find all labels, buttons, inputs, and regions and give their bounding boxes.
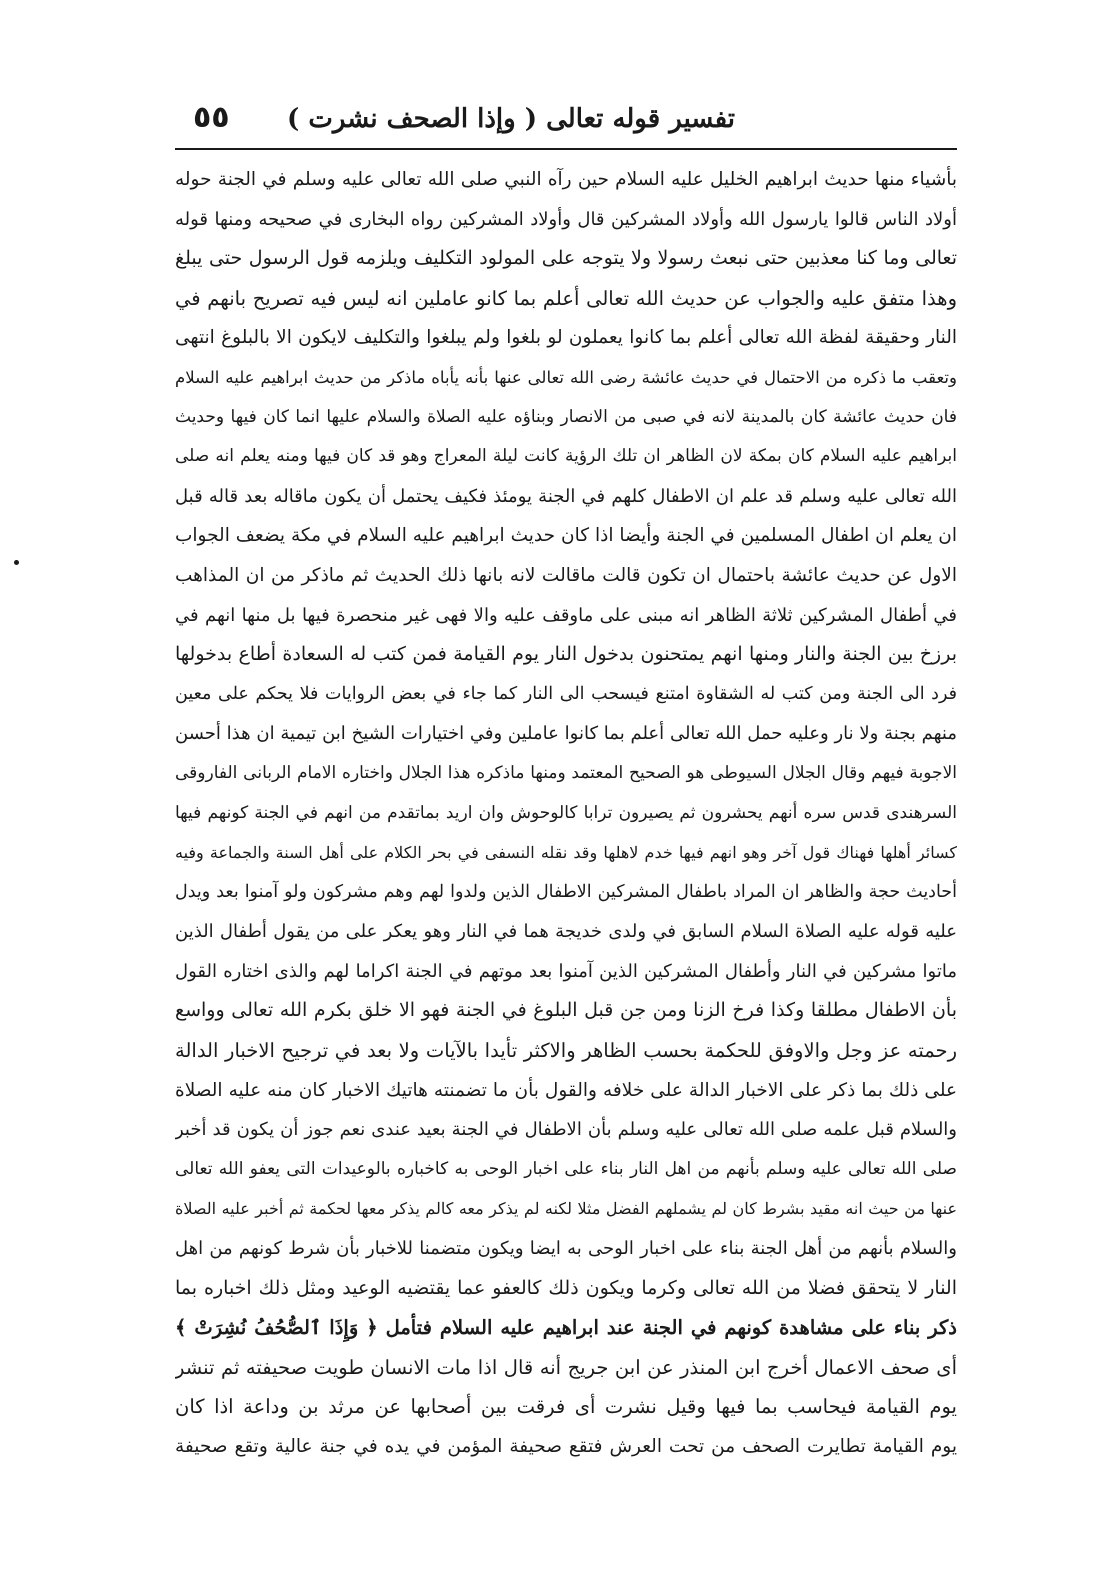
text-line: النار وحقيقة لفظة الله تعالى أعلم بما كانوا يعملون لو بلغوا ولم يبلغوا والتكليف لايكون الا بالبلوغ انتهى — [175, 327, 957, 349]
text-line: رحمته عز وجل والاوفق للحكمة بحسب الظاهر والاكثر تأيدا بالآيات ولا بعد في ترجيح الاخبار الدالة — [175, 1039, 957, 1063]
text-line: تعالى وما كنا معذبين حتى نبعث رسولا ولا يتوجه على المولود التكليف ويلزمه قول الرسول حتى يبلغ — [175, 247, 957, 270]
running-title: تفسير قوله تعالى ( وإذا الصحف نشرت ) — [287, 104, 735, 134]
text-line: بأن الاطفال مطلقا وكذا فرخ الزنا ومن جن قبل البلوغ في الجنة فهو الا خلق بكرم الله تعالى وواسع — [175, 999, 957, 1022]
page-number: ٥٥ — [193, 100, 230, 135]
text-line: وتعقب ما ذكره من الاحتمال في حديث عائشة رضى الله تعالى عنها بأنه يأباه ماذكر من حديث ابراهيم عليه السلام — [175, 367, 957, 387]
body-text — [175, 160, 957, 1467]
text-line: عنها من حيث انه مقيد بشرط كان لم يشملهم الفضل مثلا لكنه لم يذكر معه كالم يذكر معها لحكمة ثم أخبر عليه الصلاة — [175, 1199, 957, 1219]
header-rule — [175, 148, 957, 150]
text-line-verse: ذكر بناء على مشاهدة كونهم في الجنة عند ابراهيم عليه السلام فتأمل ﴿ وَإِذَا ٱلصُّحُفُ نُشِرَتْ ﴾ — [175, 1316, 957, 1340]
text-line: الاجوبة فيهم وقال الجلال السيوطى هو الصحيح المعتمد ومنها ماذكره هذا الجلال واختاره الامام الربانى الفاروقى — [175, 762, 957, 783]
text-line: فان حديث عائشة كان بالمدينة لانه في صبى من الانصار وبناؤه عليه الصلاة والسلام عليها انما كان فيها وحديث — [175, 406, 957, 427]
text-line: والسلام قبل علمه صلى الله تعالى عليه وسلم بأن الاطفال في الجنة بعيد عندى نعم جوز أن يكون قد أخبر — [175, 1119, 957, 1141]
text-line: على ذلك بما ذكر على الاخبار الدالة على خلافه والقول بأن ما تضمنته هاتيك الاخبار كان منه عليه الصلاة — [175, 1079, 957, 1101]
text-line: أولاد الناس قالوا يارسول الله وأولاد المشركين قال وأولاد المشركين رواه البخارى في صحيحه ومنها قوله — [175, 208, 957, 230]
text-line: السرهندى قدس سره أنهم يحشرون ثم يصيرون ترابا كالوحوش وان اريد بماتقدم من انهم في الجنة كونهم فيها — [175, 802, 957, 823]
text-line: ان يعلم ان اطفال المسلمين في الجنة وأيضا اذا كان حديث ابراهيم عليه السلام في مكة يضعف الجواب — [175, 525, 957, 547]
text-line: والسلام بأنهم من أهل الجنة بناء على اخبار الوحى به ايضا ويكون متضمنا للاخبار بأن شرط كونهم من اهل — [175, 1238, 957, 1260]
text-line: أى صحف الاعمال أخرج ابن المنذر عن ابن جريج أنه قال اذا مات الانسان طويت صحيفته ثم تنشر — [175, 1355, 957, 1379]
text-line: في أطفال المشركين ثلاثة الظاهر انه مبنى على ماوقف عليه والا فهى غير منحصرة فيها بل منها انهم في — [175, 604, 957, 626]
text-line: ابراهيم عليه السلام كان بمكة لان الظاهر ان تلك الرؤية كانت ليلة المعراج وهو قد كان فيها ومنه يعلم انه صلى — [175, 446, 957, 467]
text-line: وهذا متفق عليه والجواب عن حديث الله تعالى أعلم بما كانو عاملين انه ليس فيه تصريح بانهم في — [175, 286, 957, 310]
text-line: فرد الى الجنة ومن كتب له الشقاوة امتنع فيسحب الى النار كما جاء في بعض الروايات فلا يحكم على معين — [175, 683, 957, 704]
text-line: برزخ بين الجنة والنار ومنها انهم يمتحنون بدخول النار يوم القيامة فمن كتب له السعادة أطاع بدخولها — [175, 643, 957, 666]
text-line: النار لا يتحقق فضلا من الله تعالى وكرما ويكون ذلك كالعفو عما يقتضيه الوعيد ومثل ذلك اخباره بما — [175, 1276, 957, 1299]
text-line: يوم القيامة فيحاسب بما فيها وقيل نشرت أى فرقت بين أصحابها عن مرثد بن وداعة اذا كان — [175, 1395, 957, 1419]
text-line: بأشياء منها حديث ابراهيم الخليل عليه السلام حين رآه النبي صلى الله تعالى عليه وسلم في الجنة حوله — [175, 169, 957, 190]
text-line: صلى الله تعالى عليه وسلم بأنهم من اهل النار بناء على اخبار الوحى به كاخباره بالوعيدات التى يعفو الله تعالى — [175, 1158, 957, 1179]
page-header — [175, 96, 957, 144]
text-line: ماتوا مشركين في النار وأطفال المشركين الذين آمنوا بعد موتهم في الجنة اكراما لهم والذى اختاره القول — [175, 960, 957, 982]
text-line: الاول عن حديث عائشة باحتمال ان تكون قالت ماقالت لانه بانها ذلك الحديث ثم ماذكر من ان المذاهب — [175, 564, 957, 586]
text-line: أحاديث حجة والظاهر ان المراد باطفال المشركين الاطفال الذين ولدوا لهم وهم مشركون ولو آمنوا بعد ويدل — [175, 881, 957, 902]
text-line: عليه قوله عليه الصلاة السلام السابق في ولدى خديجة هما في النار وهو يعكر على من يقول أطفال الذين — [175, 921, 957, 943]
text-line: يوم القيامة تطايرت الصحف من تحت العرش فتقع صحيفة المؤمن في يده في جنة عالية وتقع صحيفة — [175, 1436, 957, 1457]
text-line: كسائر أهلها فهناك قول آخر وهو انهم فيها خدم لاهلها وقد نقله النسفى في بحر الكلام على أهل السنة والجماعة وفيه — [175, 843, 957, 863]
text-line: منهم بجنة ولا نار وعليه حمل الله تعالى أعلم بما كانوا عاملين وفي اختيارات الشيخ ابن تيمية ان هذا أحسن — [175, 723, 957, 745]
text-line: الله تعالى عليه وسلم قد علم ان الاطفال كلهم في الجنة يومئذ فكيف يحتمل أن يكون ماقاله بعد قاله قبل — [175, 485, 957, 507]
stray-ink-mark — [14, 560, 19, 565]
